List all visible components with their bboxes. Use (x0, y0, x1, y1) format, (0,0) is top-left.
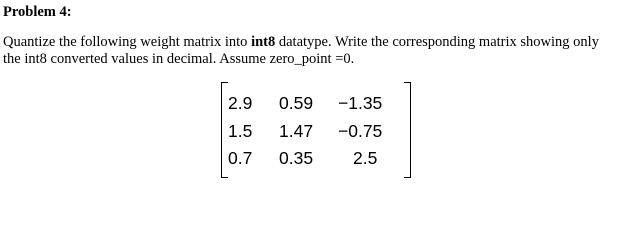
problem-statement-line-2: the int8 converted values in decimal. Assume zero_point =0. (3, 51, 355, 67)
matrix-cell: 1.5 (228, 121, 253, 141)
statement-text: Quantize the following weight matrix into (3, 34, 252, 50)
matrix-right-bracket (404, 82, 411, 178)
problem-statement-line-1 (3, 33, 599, 51)
problem-heading: Problem 4: (3, 4, 72, 20)
matrix-cell: −0.75 (338, 121, 383, 141)
weight-matrix (221, 82, 411, 178)
matrix-cell: 0.7 (228, 148, 253, 168)
datatype-emphasis: int8 (251, 34, 276, 50)
matrix-left-bracket (221, 82, 228, 178)
matrix-cell: −1.35 (338, 93, 383, 113)
statement-text: datatype. Write the corresponding matrix showing only (275, 34, 599, 50)
matrix-cell: 2.5 (353, 148, 378, 168)
matrix-cell: 1.47 (279, 121, 314, 141)
matrix-cell: 2.9 (228, 93, 253, 113)
matrix-cell: 0.59 (279, 93, 314, 113)
matrix-cell: 0.35 (279, 148, 314, 168)
